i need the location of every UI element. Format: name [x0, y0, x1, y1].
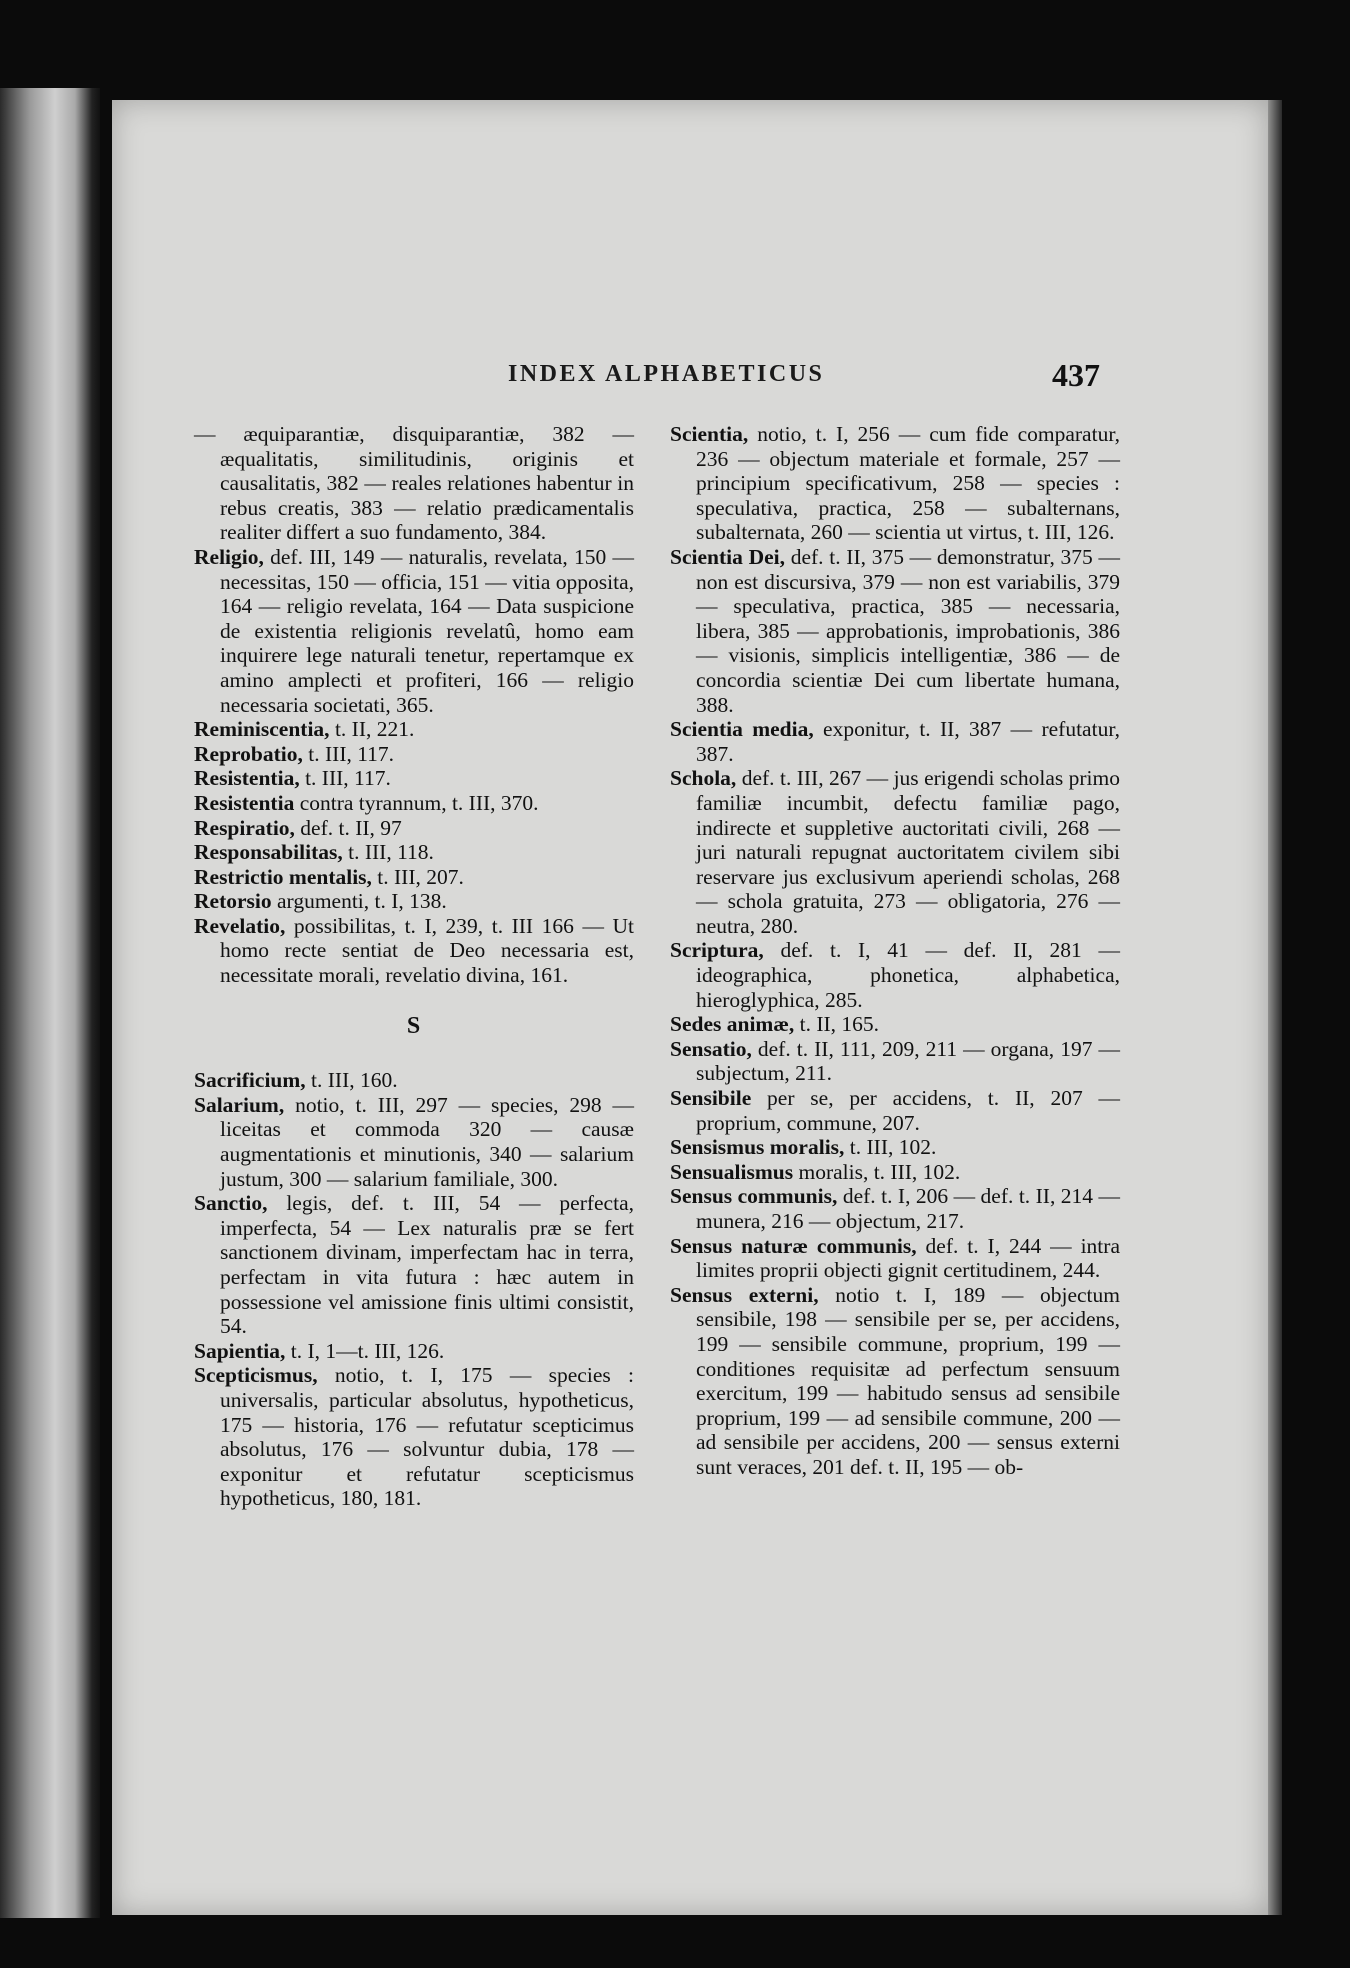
- index-entry-text: def. t. I, 206 — def. t. II, 214 — munera, 216 — objectum, 217.: [696, 1184, 1120, 1233]
- index-column-right: [670, 422, 1120, 1480]
- index-entry-text: def. t. III, 267 — jus erigendi scholas primo familiæ incumbit, defectu familiæ pago, indirecte et suppletive auctoritati civili, 268 — juri naturali repugnat auctoritatem civilem sibi reservare jus exclusivum aperiendi scholas, 268 — schola gratuita, 273 — obligatoria, 276 — neutra, 280.: [696, 766, 1120, 938]
- index-entry-text: def. t. II, 375 — demonstratur, 375 — non est discursiva, 379 — non est variabilis, 379 — speculativa, practica, 385 — necessaria, libera, 385 — approbationis, improbationis, 386 — visionis, simplicis intelligentiæ, 386 — de concordia scientiæ Dei cum libertate humana, 388.: [696, 544, 1120, 717]
- index-entry: [194, 1093, 634, 1191]
- index-term: Scientia,: [670, 422, 749, 446]
- index-entry-text: t. III, 118.: [342, 840, 434, 865]
- index-term: Religio,: [194, 544, 264, 569]
- index-term: Reminiscentia,: [194, 717, 330, 742]
- index-entry: [670, 1184, 1120, 1233]
- index-term: Sensibile: [670, 1086, 752, 1111]
- index-entry-text: exponitur, t. II, 387 — refutatur, 387.: [696, 717, 1120, 766]
- index-term: Reprobatio,: [194, 741, 303, 766]
- index-entry-text: t. II, 221.: [329, 717, 415, 742]
- index-term: Retorsio: [194, 889, 272, 914]
- index-term: Sensatio,: [670, 1036, 752, 1061]
- index-entry: [670, 1086, 1120, 1135]
- index-entry-text: legis, def. t. III, 54 — perfecta, imperfecta, 54 — Lex naturalis præ se fert sanctionem divinam, imperfectam hac in terra, perfectam in vita futura : hæc autem in possessione vel amissione finis ultimi consistit, 54.: [220, 1191, 634, 1339]
- index-entry: [194, 865, 634, 890]
- index-entry: [670, 766, 1120, 938]
- index-term: Resistentia: [194, 790, 295, 815]
- book-page: [112, 100, 1268, 1915]
- index-entry-text: per se, per accidens, t. II, 207 — proprium, commune, 207.: [696, 1086, 1120, 1135]
- page-header: [112, 355, 1268, 405]
- index-entry: [194, 766, 634, 791]
- index-entry: [194, 545, 634, 717]
- index-entry-text: contra tyrannum, t. III, 370.: [294, 790, 539, 815]
- index-entry-text: def. t. II, 97: [294, 815, 402, 840]
- index-term: Scientia Dei,: [670, 544, 785, 569]
- index-entry-text: t. I, 1—t. III, 126.: [285, 1338, 445, 1363]
- index-term: Sacrificium,: [194, 1068, 306, 1093]
- index-entry: [670, 1012, 1120, 1037]
- index-entry-text: t. III, 102.: [844, 1135, 937, 1160]
- left-page-edge: [0, 88, 100, 1918]
- index-term: Revelatio,: [194, 913, 286, 938]
- index-term: Sensismus moralis,: [670, 1135, 845, 1160]
- index-entry-text: notio t. I, 189 — objectum sensibile, 198 — sensibile per se, per accidens, 199 — sensibile commune, proprium, 199 — conditiones requisitæ ad perfectum sensuum exercitum, 199 — habitudo sensus ad sensibile proprium, 199 — ad sensibile commune, 200 — ad sensibile per accidens, 200 — sensus externi sunt veraces, 201 def. t. II, 195 — ob-: [696, 1282, 1120, 1479]
- index-term: Sapientia,: [194, 1338, 286, 1363]
- index-column-left: [194, 422, 634, 1511]
- index-entry-text: t. II, 165.: [794, 1012, 880, 1037]
- index-term: Responsabilitas,: [194, 840, 343, 865]
- index-entry: [194, 791, 634, 816]
- index-term: Resistentia,: [194, 766, 300, 791]
- index-entry-text: def. t. I, 41 — def. II, 281 — ideographica, phonetica, alphabetica, hieroglyphica, 285.: [696, 938, 1120, 1012]
- index-entry: [194, 1068, 634, 1093]
- index-entry-text: t. III, 207.: [371, 864, 464, 889]
- index-entry: [194, 816, 634, 841]
- index-entry-text: def. III, 149 — naturalis, revelata, 150 — necessitas, 150 — officia, 151 — vitia opposita, 164 — religio revelata, 164 — Data suspicione de existentia religionis revelatû, homo eam inquirere lege naturali tenetur, repertamque ex amino amplecti et profiteri, 166 — religio necessaria societati, 365.: [220, 544, 635, 717]
- running-title: INDEX ALPHABETICUS: [508, 361, 825, 387]
- index-entry: [670, 1234, 1120, 1283]
- index-term: Sensus naturæ communis,: [670, 1233, 917, 1258]
- index-entry: [194, 889, 634, 914]
- index-entry-text: possibilitas, t. I, 239, t. III 166 — Ut homo recte sentiat de Deo necessaria est, necessitate morali, revelatio divina, 161.: [220, 913, 634, 988]
- index-entry: [194, 1339, 634, 1364]
- index-term: Respiratio,: [194, 815, 295, 840]
- index-entry: [194, 422, 634, 545]
- index-entry-text: notio, t. I, 256 — cum fide comparatur, 236 — objectum materiale et formale, 257 — principium specificativum, 258 — species : speculativa, practica, 258 — subalternans, subalternata, 260 — scientia ut virtus, t. III, 126.: [696, 422, 1120, 545]
- index-entry-text: t. III, 160.: [305, 1068, 398, 1093]
- index-term: Scepticismus,: [194, 1363, 318, 1388]
- index-entry-text: argumenti, t. I, 138.: [271, 889, 447, 914]
- index-entry: [194, 717, 634, 742]
- index-term: Schola,: [670, 766, 737, 791]
- index-entry: [194, 1191, 634, 1339]
- index-entry: [670, 1037, 1120, 1086]
- index-entry-text: notio, t. III, 297 — species, 298 — liceitas et commoda 320 — causæ augmentationis et minutionis, 340 — salarium justum, 300 — salarium familiale, 300.: [220, 1092, 634, 1191]
- index-term: Sensus externi,: [670, 1282, 819, 1307]
- index-entry-text: t. III, 117.: [302, 741, 395, 766]
- index-entry: [194, 840, 634, 865]
- index-term: Salarium,: [194, 1092, 285, 1117]
- index-term: Sensus communis,: [670, 1184, 838, 1209]
- index-entry: [670, 717, 1120, 766]
- index-entry-text: t. III, 117.: [299, 766, 391, 791]
- index-entry-text: def. t. II, 111, 209, 211 — organa, 197 — subjectum, 211.: [696, 1036, 1120, 1086]
- index-entry: [670, 1160, 1120, 1185]
- index-entry-text: notio, t. I, 175 — species : universalis, particular absolutus, hypotheticus, 175 — historia, 176 — refutatur scepticimus absolutus, 176 — solvuntur dubia, 178 — exponitur et refutatur scepticismus hypotheticus, 180, 181.: [220, 1363, 634, 1511]
- index-entry: [670, 1135, 1120, 1160]
- index-entry: [670, 1283, 1120, 1480]
- index-entry-text: def. t. I, 244 — intra limites proprii objecti gignit certitudinem, 244.: [696, 1233, 1120, 1283]
- index-term: Sanctio,: [194, 1191, 268, 1216]
- index-term: Sensualismus: [670, 1159, 794, 1184]
- index-term: Scriptura,: [670, 938, 764, 963]
- index-entry-text: — æquiparantiæ, disquiparantiæ, 382 — æqualitatis, similitudinis, originis et causalitatis, 382 — reales relationes habentur in rebus creatis, 383 — relatio prædicamentalis realiter differt a suo fundamento, 384.: [194, 422, 634, 545]
- index-entry: [670, 938, 1120, 1012]
- index-entry: [670, 422, 1120, 545]
- index-entry: [194, 742, 634, 767]
- section-letter: S: [406, 1012, 422, 1039]
- index-term: Scientia media,: [670, 717, 814, 742]
- index-entry-text: moralis, t. III, 102.: [793, 1159, 961, 1184]
- index-term: Restrictio mentalis,: [194, 864, 372, 889]
- index-term: Sedes animæ,: [670, 1012, 795, 1037]
- page-number: 437: [1052, 357, 1100, 393]
- index-entry: [670, 545, 1120, 717]
- index-entry: [194, 1363, 634, 1511]
- index-entry: [194, 914, 634, 988]
